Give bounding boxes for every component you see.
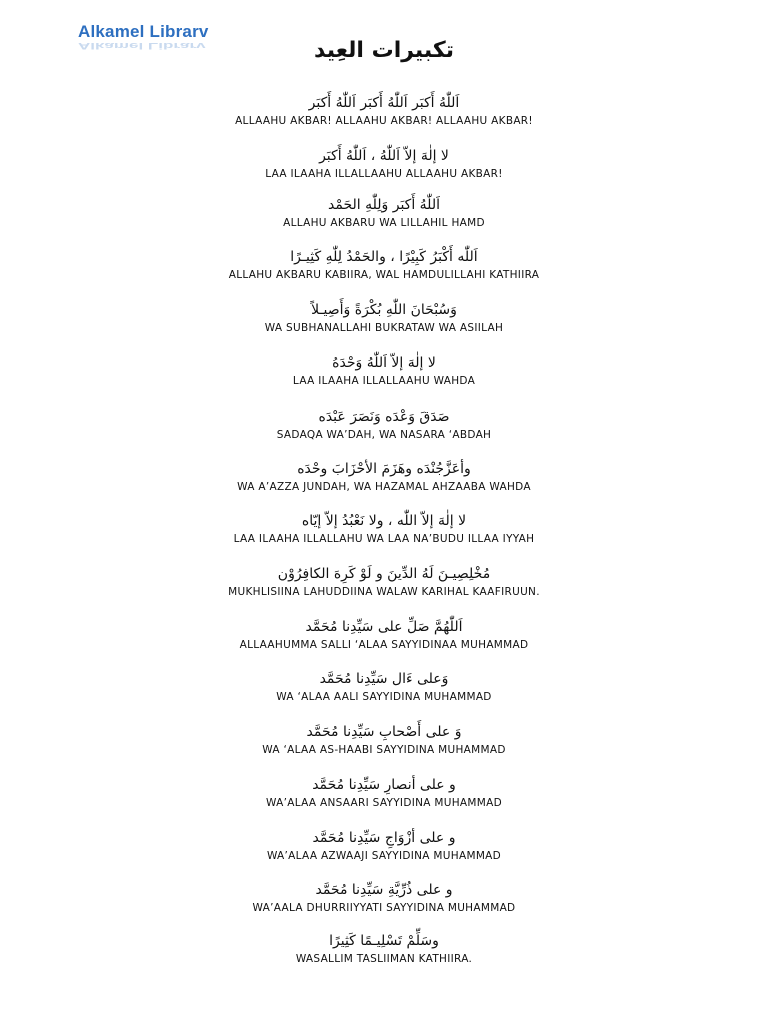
transliteration-line: ALLAHU AKBARU WA LILLAHIL HAMD — [283, 217, 485, 229]
takbir-entry — [0, 246, 768, 282]
takbir-entry — [0, 616, 768, 652]
arabic-line: و على أنصارِ سَيِّدِنا مُحَمَّد — [312, 777, 456, 793]
takbir-entry — [0, 194, 768, 230]
arabic-line: وَ على أَصْحابِ سَيِّدِنا مُحَمَّد — [306, 724, 462, 740]
takbir-entry — [0, 879, 768, 915]
takbir-entry — [0, 721, 768, 757]
takbir-entry — [0, 827, 768, 863]
transliteration-line: LAA ILAAHA ILLALLAHU WA LAA NA’BUDU ILLAA IYYAH — [233, 533, 535, 545]
takbir-entry — [0, 145, 768, 181]
arabic-line: و على أزْوَاجِ سَيِّدِنا مُحَمَّد — [312, 830, 456, 846]
arabic-line: لا إلٰهَ إلاّ اَللّٰهُ وَحْدَهُ — [332, 355, 436, 371]
takbir-entry — [0, 774, 768, 810]
transliteration-line: ALLAAHUMMA SALLI ‘ALAA SAYYIDINAA MUHAMMAD — [239, 639, 529, 651]
transliteration-line: SADAQA WA’DAH, WA NASARA ‘ABDAH — [276, 429, 492, 441]
transliteration-line: LAA ILAAHA ILLALLAAHU ALLAAHU AKBAR! — [265, 168, 503, 180]
arabic-line: وسَلِّمْ تَسْلِيـمًا كَثِيرًا — [329, 933, 439, 949]
transliteration-line: LAA ILAAHA ILLALLAAHU WAHDA — [292, 375, 476, 387]
arabic-line: وَعلى ءَال سَيِّدِنا مُحَمَّد — [319, 671, 449, 687]
takbir-entry — [0, 563, 768, 599]
logo-reflection: Alkamel Librarv — [78, 40, 206, 51]
transliteration-line: WASALLIM TASLIIMAN KATHIIRA. — [295, 953, 473, 965]
takbir-entry — [0, 92, 768, 128]
takbir-entry — [0, 299, 768, 335]
arabic-line: وأعَزَّجُنْدَه وهَزَمَ الأحْزَابَ وحْدَه — [297, 461, 471, 477]
arabic-line: اَللّٰهُ أَكبَر وَلِلّٰهِ الحَمْد — [328, 197, 440, 213]
arabic-line: اَللّٰهُ أَكبَر اَللّٰهُ أَكبَر اَللّٰهُ أَكبَر — [308, 95, 460, 111]
arabic-line: اَللّٰه أَكْبَرُ كَبِيْرًا ، والحَمْدُ لِلّٰهِ كَثِيـرًا — [290, 249, 478, 265]
transliteration-line: ALLAAHU AKBAR! ALLAAHU AKBAR! ALLAAHU AKBAR! — [235, 115, 533, 127]
arabic-line: مُخْلِصِيـنَ لَهُ الدِّينَ و لَوْ كَرِهَ الكافِرُوْن — [277, 566, 491, 582]
arabic-line: لا إلٰهَ إلاّ اَللّٰهُ ، اَللّٰهُ أَكبَر — [319, 148, 449, 164]
takbir-entry — [0, 668, 768, 704]
takbir-entry — [0, 458, 768, 494]
transliteration-line: WA SUBHANALLAHI BUKRATAW WA ASIILAH — [264, 322, 504, 334]
transliteration-line: WA ‘ALAA AALI SAYYIDINA MUHAMMAD — [276, 691, 492, 703]
arabic-line: صَدَقَ وَعْدَه وَنَصَرَ عَبْدَه — [318, 409, 450, 425]
logo-text: Alkamel Librarv — [78, 22, 209, 41]
transliteration-line: MUKHLISIINA LAHUDDIINA WALAW KARIHAL KAAFIRUUN. — [228, 586, 540, 598]
transliteration-line: WA’ALAA AZWAAJI SAYYIDINA MUHAMMAD — [266, 850, 502, 862]
arabic-line: وَسُبْحَانَ اللّٰهِ بُكْرَةً وَأَصِيـلاً — [311, 302, 457, 318]
takbir-entry — [0, 406, 768, 442]
transliteration-line: WA’ALAA ANSAARI SAYYIDINA MUHAMMAD — [265, 797, 502, 809]
transliteration-line: WA ‘ALAA AS-HAABI SAYYIDINA MUHAMMAD — [262, 744, 506, 756]
transliteration-line: WA A’AZZA JUNDAH, WA HAZAMAL AHZAABA WAHDA — [237, 481, 531, 493]
transliteration-line: ALLAHU AKBARU KABIIRA, WAL HAMDULILLAHI KATHIIRA — [228, 269, 540, 281]
arabic-line: اَللّٰهُمَّ صَلِّ على سَيِّدِنا مُحَمَّد — [305, 619, 463, 635]
takbir-entry — [0, 930, 768, 966]
page-title: تكبيرات العِيد — [314, 38, 454, 63]
takbir-entry — [0, 352, 768, 388]
arabic-line: و على ذُرِّيَّةِ سَيِّدِنا مُحَمَّد — [315, 882, 453, 898]
takbir-entry — [0, 510, 768, 546]
arabic-line: لا إلٰهَ إلاّ اللّٰه ، ولا نَعْبُدُ إلاّ إيّاه — [301, 513, 467, 529]
transliteration-line: WA’AALA DHURRIIYYATI SAYYIDINA MUHAMMAD — [252, 902, 516, 914]
